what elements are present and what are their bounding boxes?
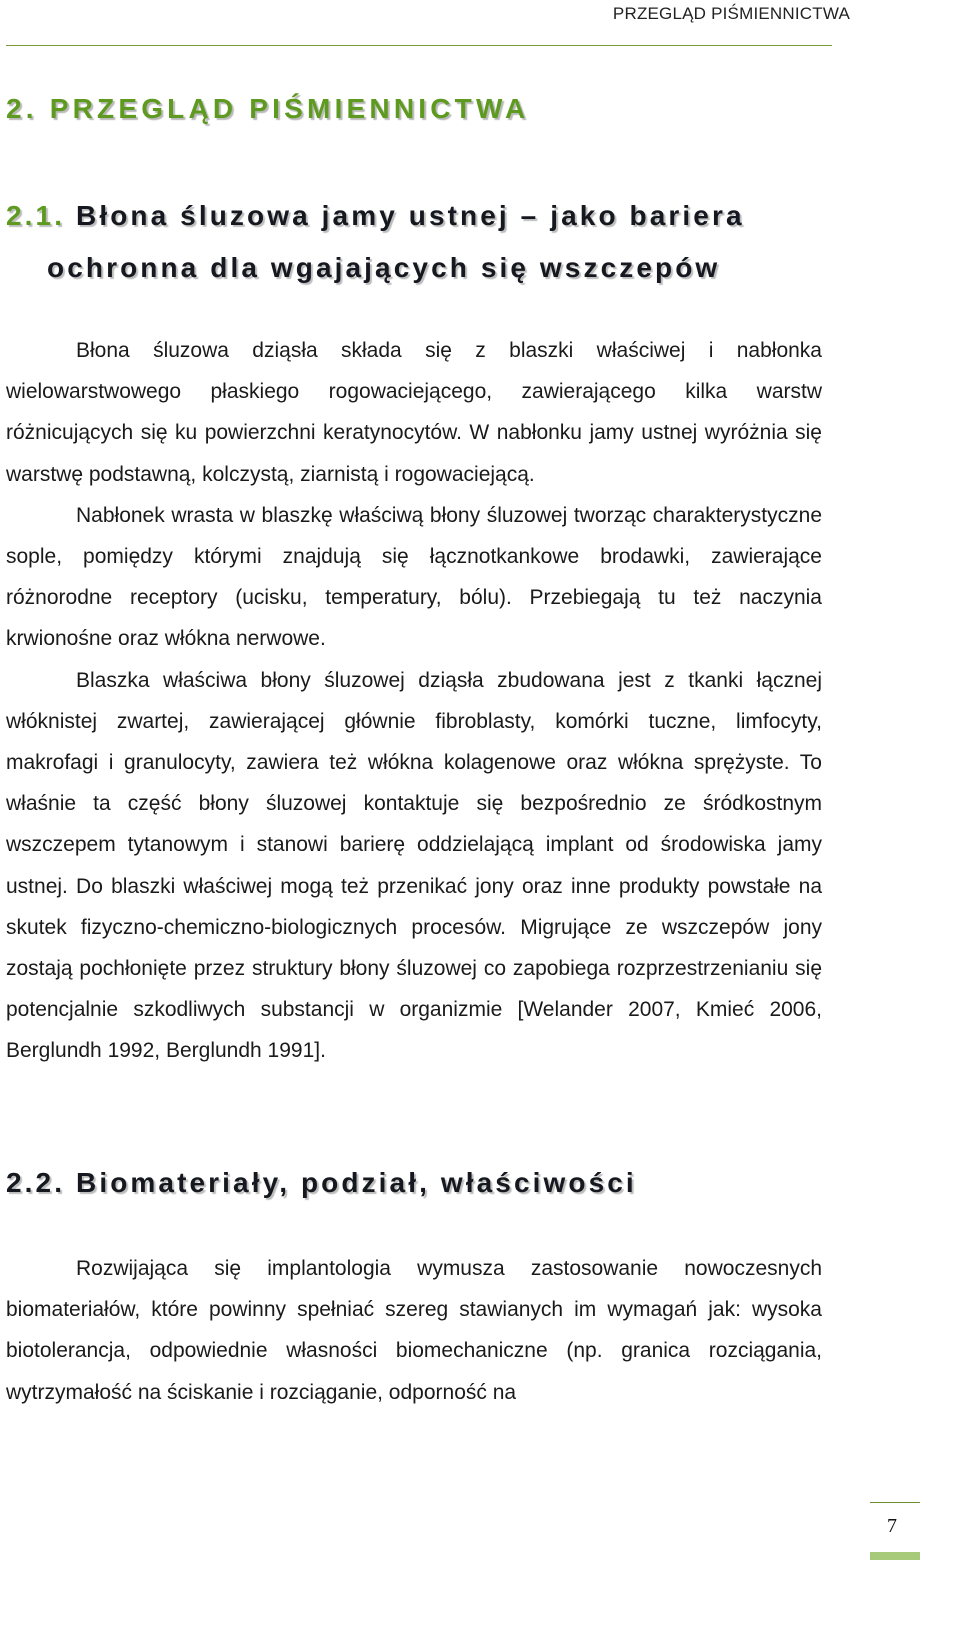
section-title-2-2 (6, 1157, 637, 1209)
chapter-title: 2. PRZEGLĄD PIŚMIENNICTWA (6, 93, 530, 124)
section-title-2-1 (6, 190, 745, 294)
section-title-text: Błona śluzowa jamy ustnej – jako bariera (76, 200, 745, 231)
paragraph: Rozwijająca się implantologia wymusza zastosowanie nowoczesnych biomateriałów, które powinny spełniać szereg stawianych im wymagań jak: wysoka biotolerancja, odpowiednie własności biomechaniczne (np. granica rozciągania, wytrzymałość na ściskanie i rozciąganie, odporność na (6, 1257, 822, 1404)
footer-rule (870, 1502, 920, 1503)
section-2-2-body (6, 1248, 822, 1413)
page-number: 7 (887, 1515, 897, 1537)
section-title-line-1 (6, 190, 745, 242)
header-rule (6, 45, 832, 46)
running-header: PRZEGLĄD PIŚMIENNICTWA (612, 4, 850, 23)
section-title-text: Biomateriały, podział, właściwości (76, 1167, 637, 1198)
section-2-1-body (6, 330, 822, 1072)
section-title-line-2: ochronna dla wgajających się wszczepów (47, 252, 721, 283)
paragraph: Błona śluzowa dziąsła składa się z blaszki właściwej i nabłonka wielowarstwowego płaskiego rogowaciejącego, zawierającego kilka warstw różnicujących się ku powierzchni keratynocytów. W nabłonku jamy ustnej wyróżnia się warstwę podstawną, kolczystą, ziarnistą i rogowaciejącą. (6, 339, 822, 486)
footer-bar (870, 1552, 920, 1560)
section-number: 2.2. (6, 1167, 66, 1198)
paragraph: Blaszka właściwa błony śluzowej dziąsła zbudowana jest z tkanki łącznej włóknistej zwartej, zawierającej głównie fibroblasty, komórki tuczne, limfocyty, makrofagi i granulocyty, zawiera też włókna kolagenowe oraz włókna sprężyste. To właśnie ta część błony śluzowej kontaktuje się bezpośrednio ze śródkostnym wszczepem tytanowym i stanowi barierę oddzielającą implant od środowiska jamy ustnej. Do blaszki właściwej mogą też przenikać jony oraz inne produkty powstałe na skutek fizyczno-chemiczno-biologicznych procesów. Migrujące ze wszczepów jony zostają pochłonięte przez struktury błony śluzowej co zapobiega rozprzestrzenianiu się potencjalnie szkodliwych substancji w organizmie [Welander 2007, Kmieć 2006, Berglundh 1992, Berglundh 1991]. (6, 668, 822, 1063)
section-number: 2.1. (6, 200, 66, 231)
paragraph: Nabłonek wrasta w blaszkę właściwą błony śluzowej tworząc charakterystyczne sople, pomiędzy którymi znajdują się łącznotkankowe brodawki, zawierające różnorodne receptory (ucisku, temperatury, bólu). Przebiegają tu też naczynia krwionośne oraz włókna nerwowe. (6, 503, 822, 651)
